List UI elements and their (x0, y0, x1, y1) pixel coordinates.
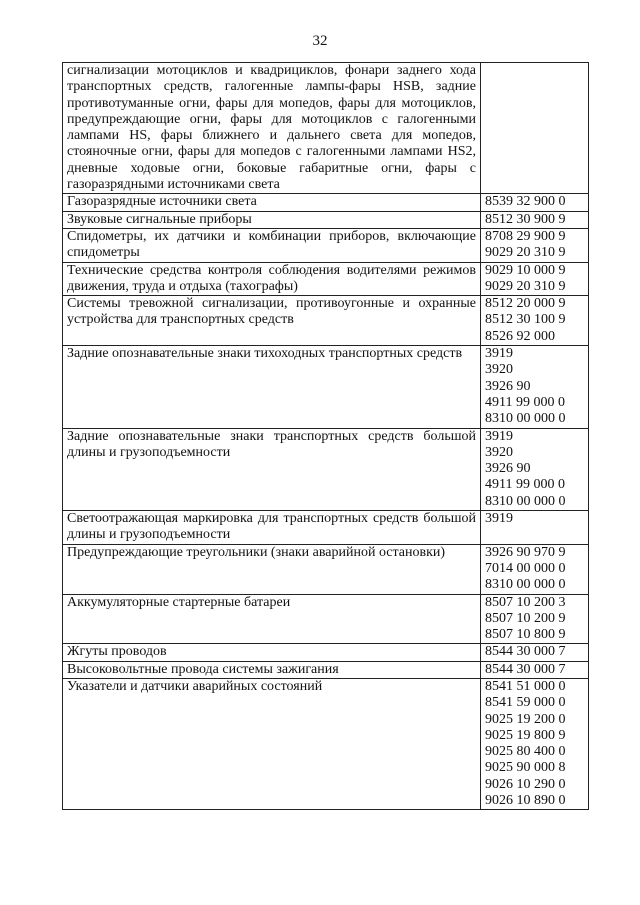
tnved-codes-cell (481, 346, 589, 428)
tnved-codes-cell (481, 644, 589, 661)
tnved-code: 3926 90 970 9 (485, 544, 566, 560)
product-description-cell (63, 194, 481, 211)
tnved-codes-cell (481, 194, 589, 211)
tnved-code: 9025 19 800 9 (485, 727, 566, 743)
tnved-codes-cell (481, 296, 589, 346)
product-description: Газоразрядные источники света (67, 194, 257, 210)
product-description-cell (63, 262, 481, 296)
table-row (63, 262, 589, 296)
product-description-cell (63, 644, 481, 661)
tnved-code: 8507 10 200 9 (485, 610, 566, 626)
tnved-code: 8544 30 000 7 (485, 661, 566, 677)
tnved-code: 4911 99 000 0 (485, 477, 565, 493)
product-description-cell (63, 63, 481, 194)
tnved-code: 9025 90 000 8 (485, 760, 566, 776)
tnved-code: 8507 10 200 3 (485, 594, 566, 610)
product-description-cell (63, 211, 481, 228)
product-description-cell (63, 544, 481, 594)
tnved-code: 8507 10 800 9 (485, 627, 566, 643)
tnved-code: 3919 (485, 346, 513, 362)
tnved-code: 8512 20 000 9 (485, 296, 566, 312)
product-description: Задние опознавательные знаки тихоходных транспортных средств (67, 346, 463, 362)
table-row (63, 211, 589, 228)
tnved-code: 9029 20 310 9 (485, 278, 566, 294)
product-description-cell (63, 661, 481, 678)
tnved-codes-cell (481, 262, 589, 296)
product-description: Указатели и датчики аварийных состояний (67, 678, 323, 694)
tnved-code: 8310 00 000 0 (485, 411, 566, 427)
product-description: Жгуты проводов (67, 644, 167, 660)
tnved-code: 3926 90 (485, 461, 531, 477)
tnved-codes-cell (481, 428, 589, 510)
product-description-cell (63, 678, 481, 809)
product-description: сигнализации мотоциклов и квадрициклов, фонари заднего хода транспортных средств, галогенные лампы-фары HSB, задние противотуманные огни, фары для мопедов, фары для мотоциклов, предупреждающие огни, фары для мотоциклов с галогенными лампами HS, фары ближнего и дальнего света для мопедов, стояночные огни, фары для мопедов с галогенными лампами HS2, дневные ходовые огни, боковые габаритные огни, фары с газоразрядными источниками света (67, 63, 476, 193)
table-row (63, 346, 589, 428)
product-description: Системы тревожной сигнализации, противоугонные и охранные устройства для транспортных средств (67, 296, 476, 328)
tnved-codes-cell (481, 228, 589, 262)
tnved-codes-cell (481, 211, 589, 228)
tnved-code: 8526 92 000 (485, 328, 555, 344)
tnved-codes-cell (481, 63, 589, 194)
product-description: Предупреждающие треугольники (знаки аварийной остановки) (67, 544, 446, 560)
tnved-code: 4911 99 000 0 (485, 394, 565, 410)
table-row (63, 428, 589, 510)
table-row (63, 594, 589, 644)
table-row (63, 661, 589, 678)
tnved-codes-cell (481, 594, 589, 644)
product-description-cell (63, 594, 481, 644)
product-description: Аккумуляторные стартерные батареи (67, 594, 291, 610)
product-description-cell (63, 228, 481, 262)
tnved-code: 8541 59 000 0 (485, 695, 566, 711)
table-row (63, 194, 589, 211)
tnved-code: 9026 10 290 0 (485, 776, 566, 792)
tnved-code: 8310 00 000 0 (485, 493, 566, 509)
tnved-code: 9029 10 000 9 (485, 262, 566, 278)
tnved-code: 8512 30 100 9 (485, 312, 566, 328)
tnved-code: 3920 (485, 444, 513, 460)
tnved-code: 3919 (485, 428, 513, 444)
tnved-code: 8310 00 000 0 (485, 577, 566, 593)
table-body (63, 63, 589, 810)
tnved-code: 8708 29 900 9 (485, 228, 566, 244)
tnved-code: 3919 (485, 511, 513, 527)
product-description: Спидометры, их датчики и комбинации приборов, включающие спидометры (67, 228, 476, 261)
tnved-code: 3926 90 (485, 378, 531, 394)
tnved-codes-cell (481, 678, 589, 809)
tnved-code: 8539 32 900 0 (485, 194, 566, 210)
product-description: Звуковые сигнальные приборы (67, 211, 252, 227)
product-description-cell (63, 428, 481, 510)
product-description: Задние опознавательные знаки транспортных средств большой длины и грузоподъемности (67, 428, 476, 460)
table-row (63, 296, 589, 346)
page-number: 32 (312, 33, 328, 49)
product-description-cell (63, 346, 481, 428)
table-row (63, 544, 589, 594)
tnved-code: 8541 51 000 0 (485, 678, 566, 694)
tnved-code: 8544 30 000 7 (485, 644, 566, 660)
tnved-code: 9025 19 200 0 (485, 711, 566, 727)
tnved-code: 7014 00 000 0 (485, 560, 566, 576)
table-row (63, 511, 589, 545)
regulations-table (62, 62, 589, 810)
table-row (63, 644, 589, 661)
tnved-code: 3920 (485, 362, 513, 378)
table-row (63, 228, 589, 262)
tnved-code: 9026 10 890 0 (485, 793, 566, 809)
product-description: Высоковольтные провода системы зажигания (67, 661, 339, 677)
tnved-code: 8512 30 900 9 (485, 211, 566, 227)
tnved-codes-cell (481, 544, 589, 594)
table-row (63, 63, 589, 194)
product-description-cell (63, 296, 481, 346)
tnved-code: 9025 80 400 0 (485, 744, 566, 760)
tnved-code: 9029 20 310 9 (485, 245, 566, 261)
table-row (63, 678, 589, 809)
product-description: Технические средства контроля соблюдения водителями режимов движения, труда и отдыха (тахографы) (67, 262, 476, 294)
product-description: Светоотражающая маркировка для транспортных средств большой длины и грузоподъемности (67, 511, 476, 543)
tnved-codes-cell (481, 511, 589, 545)
product-description-cell (63, 511, 481, 545)
tnved-codes-cell (481, 661, 589, 678)
